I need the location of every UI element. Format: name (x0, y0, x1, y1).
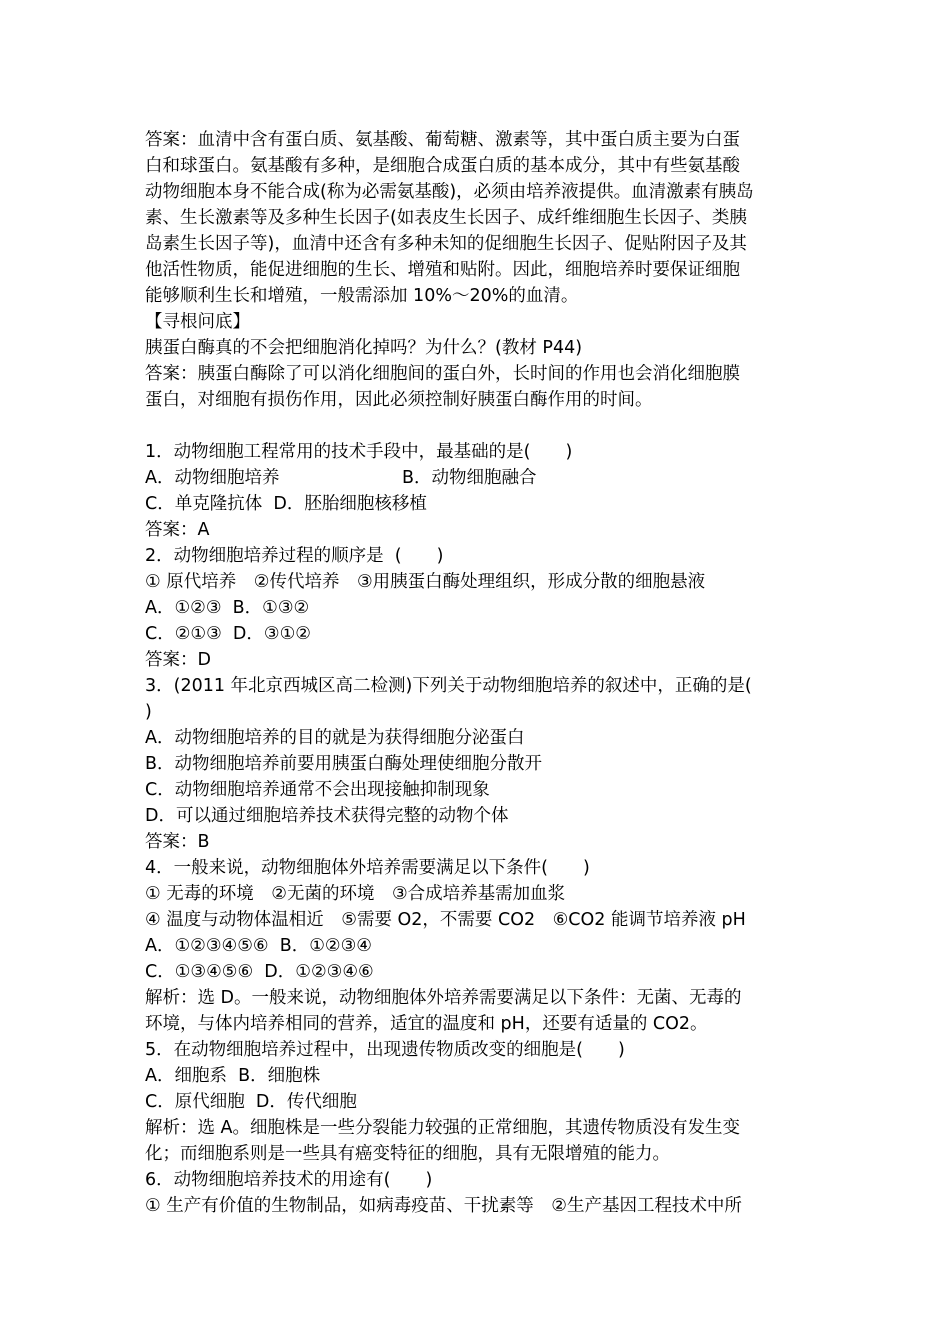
text-line: ) (145, 702, 152, 722)
text-line: A．动物细胞培养 B．动物细胞融合 (145, 468, 537, 488)
text-line: 答案：A (145, 520, 210, 540)
text-line: 4．一般来说，动物细胞体外培养需要满足以下条件( ) (145, 858, 590, 878)
text-line: ① 原代培养 ②传代培养 ③用胰蛋白酶处理组织，形成分散的细胞悬液 (145, 572, 706, 592)
text-line: D．可以通过细胞培养技术获得完整的动物个体 (145, 806, 509, 826)
text-line: 答案：胰蛋白酶除了可以消化细胞间的蛋白外，长时间的作用也会消化细胞膜 (145, 364, 740, 384)
text-line: A．动物细胞培养的目的就是为获得细胞分泌蛋白 (145, 728, 525, 748)
blank-line (145, 413, 820, 439)
text-line: 3．(2011 年北京西城区高二检测)下列关于动物细胞培养的叙述中，正确的是( (145, 676, 752, 696)
text-line: 1．动物细胞工程常用的技术手段中，最基础的是( ) (145, 442, 573, 462)
text-line: 答案：B (145, 832, 210, 852)
text-line: 岛素生长因子等)，血清中还含有多种未知的促细胞生长因子、促贴附因子及其 (145, 234, 747, 254)
text-line: 能够顺利生长和增殖，一般需添加 10%～20%的血清。 (145, 286, 579, 306)
text-line: ① 生产有价值的生物制品，如病毒疫苗、干扰素等 ②生产基因工程技术中所 (145, 1196, 742, 1216)
text-line: B．动物细胞培养前要用胰蛋白酶处理使细胞分散开 (145, 754, 543, 774)
text-line: 5．在动物细胞培养过程中，出现遗传物质改变的细胞是( ) (145, 1040, 625, 1060)
text-line: 环境，与体内培养相同的营养，适宜的温度和 pH，还要有适量的 CO2。 (145, 1014, 708, 1034)
text-line: ① 无毒的环境 ②无菌的环境 ③合成培养基需加血浆 (145, 884, 566, 904)
text-line: 解析：选 D。一般来说，动物细胞体外培养需要满足以下条件：无菌、无毒的 (145, 988, 742, 1008)
text-line: 他活性物质，能促进细胞的生长、增殖和贴附。因此，细胞培养时要保证细胞 (145, 260, 740, 280)
text-line: A．①②③④⑤⑥ B．①②③④ (145, 936, 372, 956)
text-line: C．原代细胞 D．传代细胞 (145, 1092, 357, 1112)
text-line: 答案：血清中含有蛋白质、氨基酸、葡萄糖、激素等，其中蛋白质主要为白蛋 (145, 130, 740, 150)
text-line: C．单克隆抗体 D．胚胎细胞核移植 (145, 494, 427, 514)
text-line: 动物细胞本身不能合成(称为必需氨基酸)，必须由培养液提供。血清激素有胰岛 (145, 182, 754, 202)
text-line: C．①③④⑤⑥ D．①②③④⑥ (145, 962, 374, 982)
text-line: 素、生长激素等及多种生长因子(如表皮生长因子、成纤维细胞生长因子、类胰 (145, 208, 747, 228)
text-line: 6．动物细胞培养技术的用途有( ) (145, 1170, 433, 1190)
text-line: 白和球蛋白。氨基酸有多种，是细胞合成蛋白质的基本成分，其中有些氨基酸 (145, 156, 740, 176)
text-line: 【寻根问底】 (145, 312, 250, 332)
text-line: ④ 温度与动物体温相近 ⑤需要 O2，不需要 CO2 ⑥CO2 能调节培养液 pH (145, 910, 746, 930)
text-line: A．①②③ B．①③② (145, 598, 310, 618)
text-line: 蛋白，对细胞有损伤作用，因此必须控制好胰蛋白酶作用的时间。 (145, 390, 653, 410)
text-line: C．动物细胞培养通常不会出现接触抑制现象 (145, 780, 490, 800)
text-line: C．②①③ D．③①② (145, 624, 311, 644)
document-body (145, 127, 820, 1219)
text-line: 答案：D (145, 650, 211, 670)
text-line: 化；而细胞系则是一些具有癌变特征的细胞，具有无限增殖的能力。 (145, 1144, 670, 1164)
text-line: 2．动物细胞培养过程的顺序是 ( ) (145, 546, 444, 566)
text-line: A．细胞系 B．细胞株 (145, 1066, 321, 1086)
text-line: 胰蛋白酶真的不会把细胞消化掉吗？为什么？(教材 P44) (145, 338, 583, 358)
text-line: 解析：选 A。细胞株是一些分裂能力较强的正常细胞，其遗传物质没有发生变 (145, 1118, 741, 1138)
